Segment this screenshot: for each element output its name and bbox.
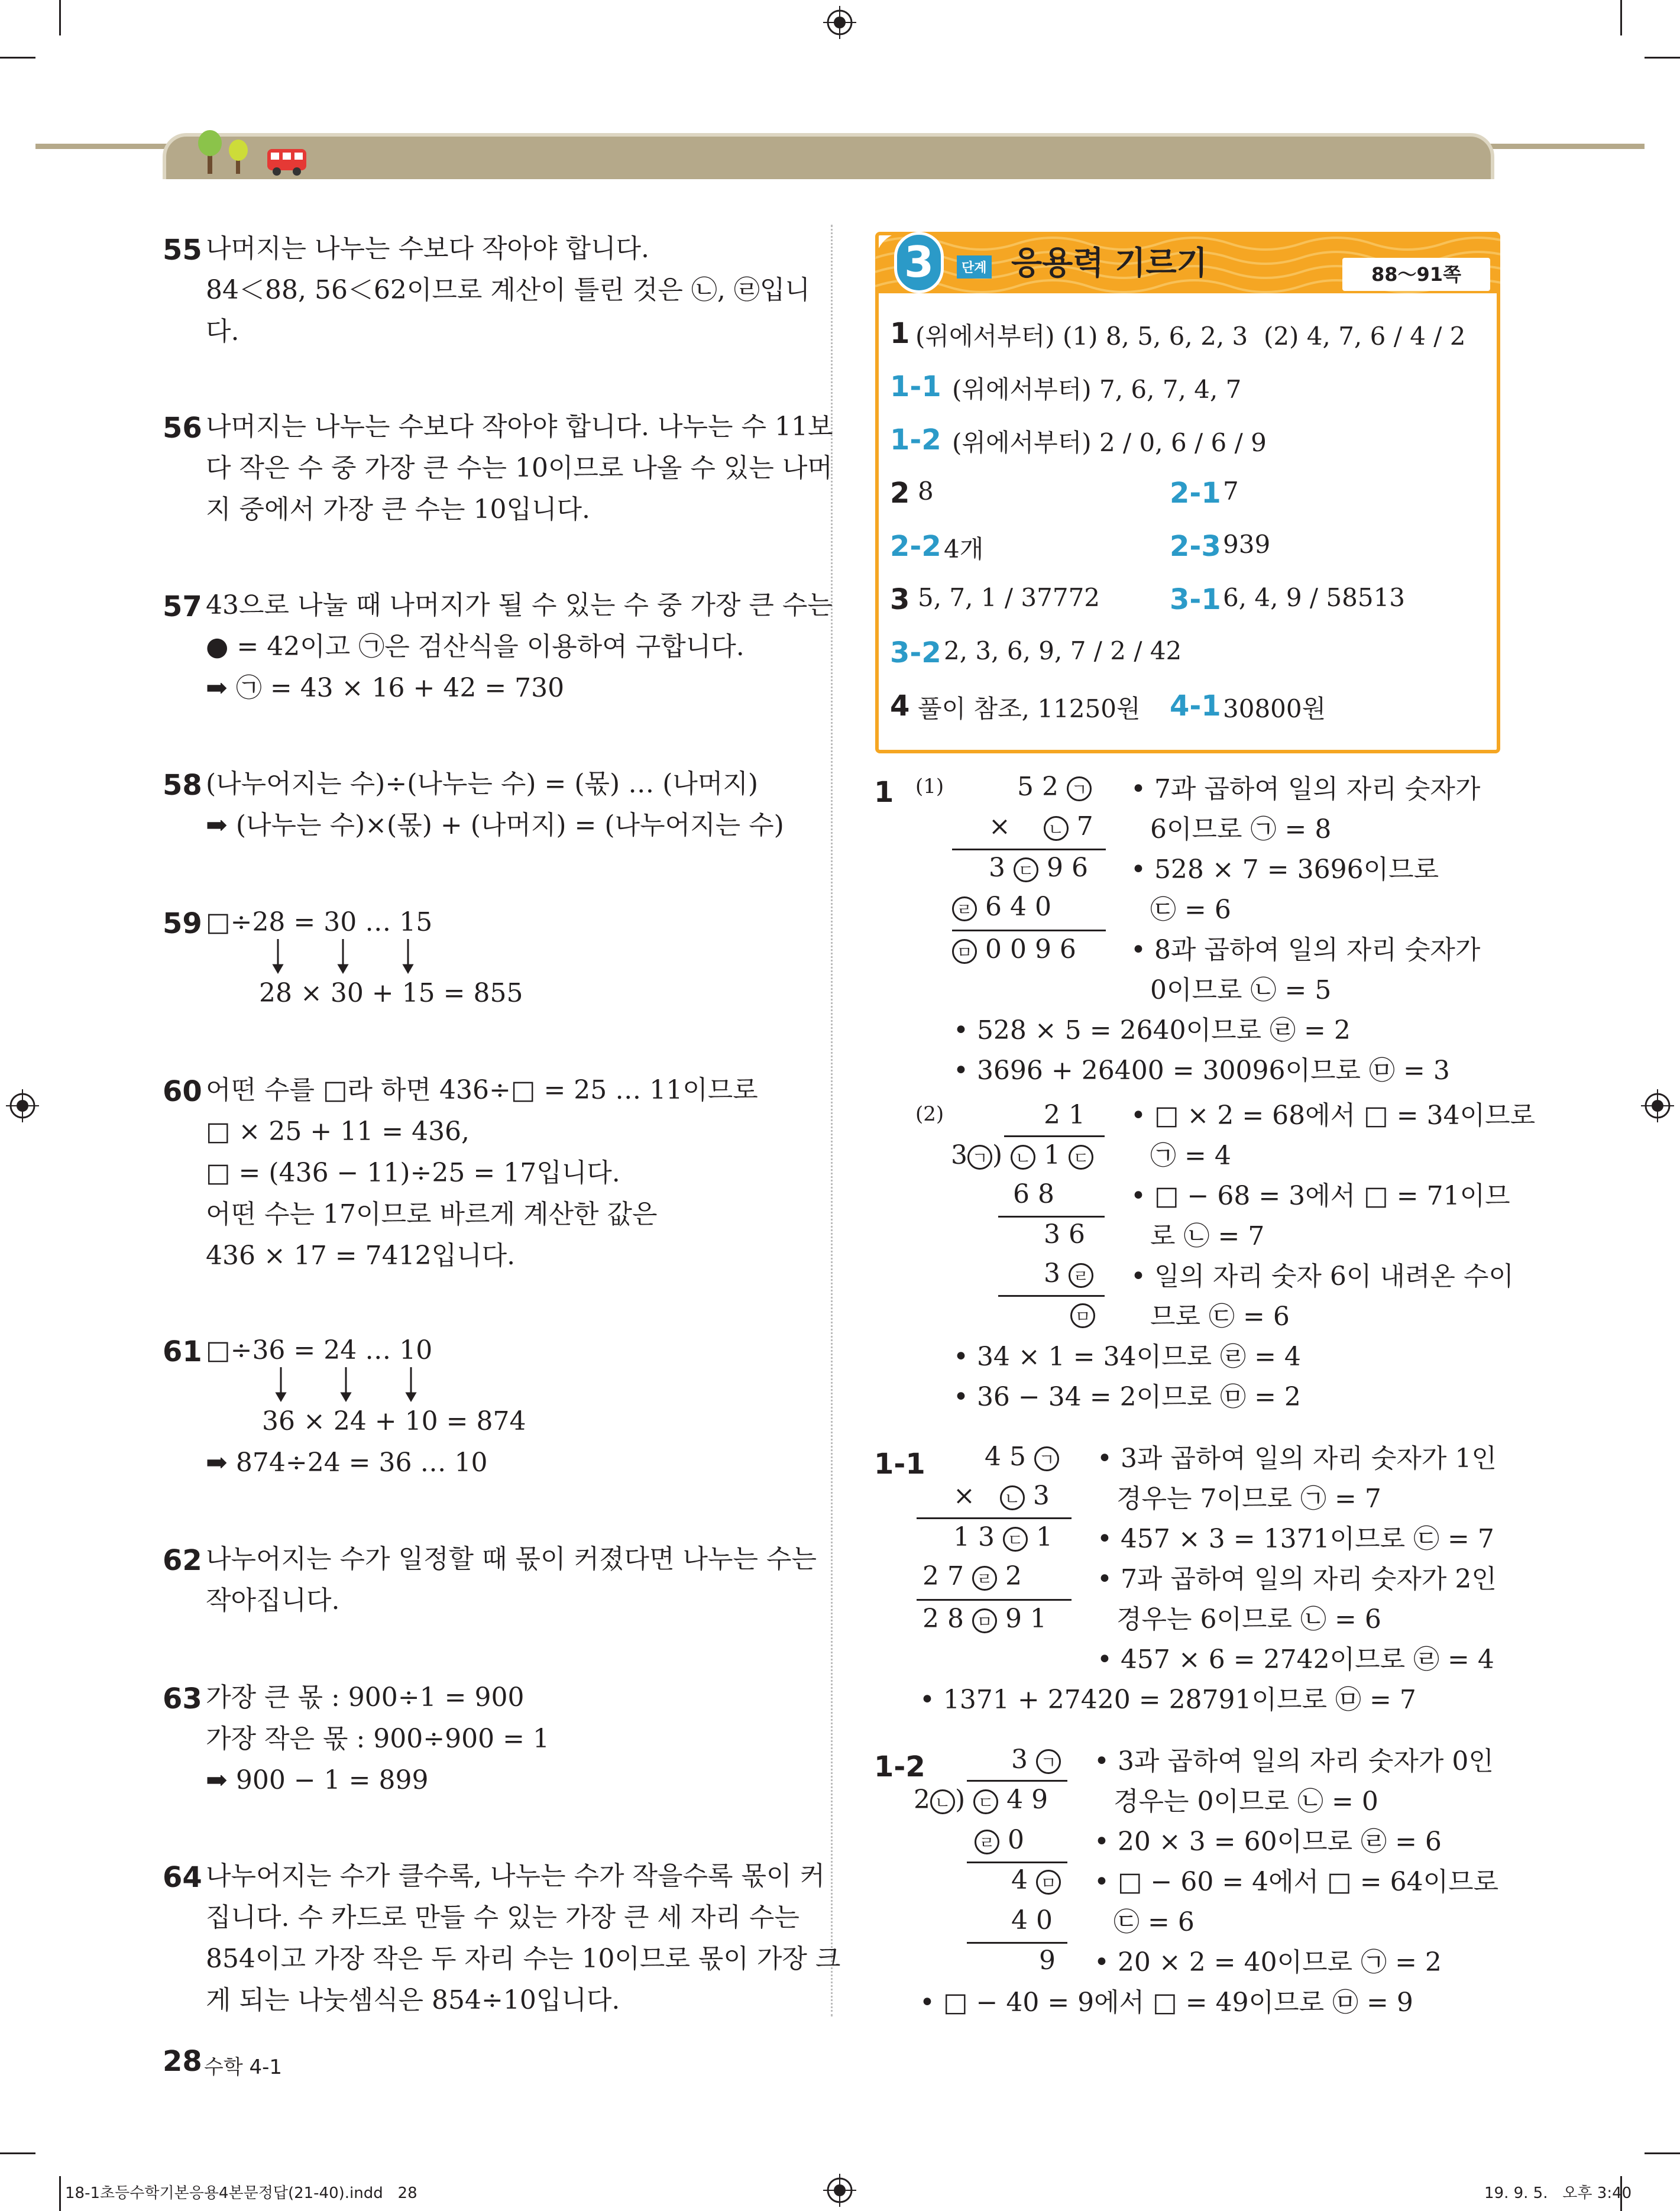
crop-mark <box>1645 57 1680 59</box>
row-number: 3-1 <box>1170 583 1221 616</box>
note: • □ − 60 = 4에서 □ = 64이므로 <box>1094 1867 1499 1897</box>
row-text: 6, 4, 9 / 58513 <box>1223 583 1406 612</box>
header-tab <box>163 133 1494 179</box>
note: 경우는 0이므로 ㉡ = 0 <box>1113 1786 1378 1817</box>
note: • 3과 곱하여 일의 자리 숫자가 1인 <box>1097 1443 1497 1474</box>
crop-mark <box>1645 2152 1680 2154</box>
note: • 36 − 34 = 2이므로 ㉤ = 2 <box>953 1382 1301 1412</box>
item-number: 64 <box>163 1861 202 1894</box>
item-number: 62 <box>163 1544 202 1577</box>
row-text: 8 <box>918 477 934 506</box>
note: • 457 × 3 = 1371이므로 ㉢ = 7 <box>1097 1524 1494 1554</box>
crop-mark <box>1620 0 1622 35</box>
note: • 20 × 2 = 40이므로 ㉠ = 2 <box>1094 1947 1442 1977</box>
note: 경우는 7이므로 ㉠ = 7 <box>1116 1484 1381 1514</box>
item-text: 28 × 30 + 15 = 855 <box>259 978 523 1008</box>
note: • 20 × 3 = 60이므로 ㉣ = 6 <box>1094 1827 1442 1857</box>
item-text: ➡ (나누는 수)×(몫) + (나머지) = (나누어지는 수) <box>206 810 784 840</box>
item-text: ➡ ㉠ = 43 × 16 + 42 = 730 <box>206 673 565 703</box>
note: 0이므로 ㉡ = 5 <box>1150 975 1332 1005</box>
row-text: (위에서부터) 2 / 0, 6 / 6 / 9 <box>952 428 1267 457</box>
note: ㉠ = 4 <box>1150 1141 1231 1171</box>
item-text: 게 되는 나눗셈식은 854÷10입니다. <box>206 1985 620 2015</box>
step-label: 단계 <box>957 255 992 279</box>
page-range: 88～91쪽 <box>1342 258 1490 291</box>
item-text: 나머지는 나누는 수보다 작아야 합니다. 나누는 수 11보 <box>206 412 833 442</box>
file-name: 18-1초등수학기본응용4본문정답(21-40).indd 28 <box>65 2184 417 2202</box>
solution-number: 1 <box>874 776 894 809</box>
row-number: 1-1 <box>890 370 941 403</box>
registration-mark-icon <box>6 1089 39 1122</box>
row-number: 2 <box>890 477 910 510</box>
item-number: 55 <box>163 234 202 267</box>
note: 6이므로 ㉠ = 8 <box>1150 814 1332 844</box>
item-text: ➡ 874÷24 = 36 … 10 <box>206 1448 488 1478</box>
note: 므로 ㉢ = 6 <box>1150 1302 1290 1332</box>
item-text: ● = 42이고 ㉠은 검산식을 이용하여 구합니다. <box>206 632 744 662</box>
item-text: 나누어지는 수가 클수록, 나누는 수가 작을수록 몫이 커 <box>206 1861 825 1891</box>
item-number: 56 <box>163 412 202 445</box>
item-text: 854이고 가장 작은 두 자리 수는 10이므로 몫이 가장 크 <box>206 1944 841 1974</box>
column-divider <box>831 225 833 2016</box>
step-number: 3 <box>904 237 934 287</box>
row-text: 7 <box>1223 477 1239 506</box>
item-text: 나머지는 나누는 수보다 작아야 합니다. <box>206 234 649 264</box>
note: • 34 × 1 = 34이므로 ㉣ = 4 <box>953 1342 1301 1372</box>
note: • 8과 곱하여 일의 자리 숫자가 <box>1131 935 1481 965</box>
note: ㉢ = 6 <box>1150 895 1231 925</box>
item-text: 어떤 수를 □라 하면 436÷□ = 25 … 11이므로 <box>206 1075 758 1105</box>
arrows-icon <box>272 1367 426 1403</box>
item-text: □÷36 = 24 … 10 <box>206 1335 433 1365</box>
row-number: 1 <box>890 317 910 350</box>
row-text: 939 <box>1223 530 1271 559</box>
tree-icon <box>192 129 257 176</box>
item-text: 다 작은 수 중 가장 큰 수는 10이므로 나올 수 있는 나머 <box>206 453 833 483</box>
item-text: □ = (436 − 11)÷25 = 17입니다. <box>206 1158 620 1188</box>
note: • □ − 40 = 9에서 □ = 49이므로 ㉤ = 9 <box>920 1987 1413 2018</box>
item-number: 57 <box>163 590 202 623</box>
row-number: 2-2 <box>890 530 941 563</box>
crop-mark <box>0 57 35 59</box>
note: • 7과 곱하여 일의 자리 숫자가 2인 <box>1097 1564 1497 1594</box>
item-text: 43으로 나눌 때 나머지가 될 수 있는 수 중 가장 큰 수는 <box>206 590 833 620</box>
subject-label: 수학 4-1 <box>204 2055 283 2079</box>
arrows-icon <box>269 939 423 975</box>
registration-mark-icon <box>823 2174 856 2207</box>
row-text: (위에서부터) 7, 6, 7, 4, 7 <box>952 375 1242 404</box>
item-text: 36 × 24 + 10 = 874 <box>262 1406 526 1436</box>
note: • 1371 + 27420 = 28791이므로 ㉤ = 7 <box>920 1685 1416 1715</box>
note: 로 ㉡ = 7 <box>1150 1221 1265 1251</box>
row-text: 2, 3, 6, 9, 7 / 2 / 42 <box>944 636 1182 665</box>
item-number: 63 <box>163 1682 202 1715</box>
item-text: □ × 25 + 11 = 436, <box>206 1116 470 1147</box>
row-number: 3 <box>890 583 910 616</box>
solution-number: 1-2 <box>874 1750 925 1783</box>
note: ㉢ = 6 <box>1113 1907 1195 1937</box>
item-text: 어떤 수는 17이므로 바르게 계산한 값은 <box>206 1199 658 1229</box>
row-number: 4-1 <box>1170 689 1221 723</box>
sub-label: (2) <box>915 1102 944 1126</box>
item-number: 60 <box>163 1075 202 1108</box>
note: • 7과 곱하여 일의 자리 숫자가 <box>1131 774 1481 804</box>
note: • □ × 2 = 68에서 □ = 34이므로 <box>1131 1100 1536 1131</box>
bus-icon <box>266 147 309 177</box>
item-text: 436 × 17 = 7412입니다. <box>206 1241 516 1271</box>
item-number: 58 <box>163 769 202 802</box>
note: • 일의 자리 숫자 6이 내려온 수이 <box>1131 1261 1514 1291</box>
print-date: 19. 9. 5. 오후 3:40 <box>1484 2184 1632 2202</box>
row-text: 30800원 <box>1223 694 1326 723</box>
registration-mark-icon <box>823 6 856 39</box>
item-text: 가장 작은 몫 : 900÷900 = 1 <box>206 1724 549 1754</box>
row-number: 4 <box>890 689 910 723</box>
item-number: 59 <box>163 907 202 940</box>
item-text: 가장 큰 몫 : 900÷1 = 900 <box>206 1682 525 1713</box>
item-text: ➡ 900 − 1 = 899 <box>206 1765 429 1795</box>
item-text: 84＜88, 56＜62이므로 계산이 틀린 것은 ㉡, ㉣입니 <box>206 275 810 305</box>
note: • 528 × 7 = 3696이므로 <box>1131 854 1439 885</box>
note: • 3과 곱하여 일의 자리 숫자가 0인 <box>1094 1746 1494 1776</box>
row-text: 5, 7, 1 / 37772 <box>918 583 1100 612</box>
row-text: 풀이 참조, 11250원 <box>918 694 1141 723</box>
sub-label: (1) <box>915 775 944 798</box>
row-number: 2-3 <box>1170 530 1221 563</box>
solution-number: 1-1 <box>874 1448 925 1481</box>
item-text: 다. <box>206 316 239 347</box>
panel-title: 응용력 기르기 <box>1011 244 1208 281</box>
row-number: 1-2 <box>890 423 941 457</box>
row-text: 4개 <box>944 535 984 564</box>
note: • □ − 68 = 3에서 □ = 71이므 <box>1131 1181 1510 1211</box>
note: • 3696 + 26400 = 30096이므로 ㉤ = 3 <box>953 1056 1450 1086</box>
item-text: 집니다. 수 카드로 만들 수 있는 가장 큰 세 자리 수는 <box>206 1902 799 1932</box>
registration-mark-icon <box>1641 1089 1674 1122</box>
item-text: □÷28 = 30 … 15 <box>206 907 433 937</box>
crop-mark <box>0 2152 35 2154</box>
item-text: (나누어지는 수)÷(나누는 수) = (몫) … (나머지) <box>206 769 759 799</box>
crop-mark <box>59 0 61 35</box>
item-number: 61 <box>163 1335 202 1368</box>
row-number: 3-2 <box>890 636 941 669</box>
note: • 457 × 6 = 2742이므로 ㉣ = 4 <box>1097 1645 1494 1675</box>
item-text: 나누어지는 수가 일정할 때 몫이 커졌다면 나누는 수는 <box>206 1544 817 1574</box>
row-number: 2-1 <box>1170 477 1221 510</box>
item-text: 지 중에서 가장 큰 수는 10입니다. <box>206 494 590 525</box>
note: • 528 × 5 = 2640이므로 ㉣ = 2 <box>953 1015 1351 1045</box>
row-text: (위에서부터) (1) 8, 5, 6, 2, 3 (2) 4, 7, 6 / 4 / 2 <box>915 322 1466 351</box>
item-text: 작아집니다. <box>206 1585 340 1616</box>
note: 경우는 6이므로 ㉡ = 6 <box>1116 1604 1381 1634</box>
crop-mark <box>59 2176 61 2211</box>
page-number: 28 <box>163 2045 202 2078</box>
